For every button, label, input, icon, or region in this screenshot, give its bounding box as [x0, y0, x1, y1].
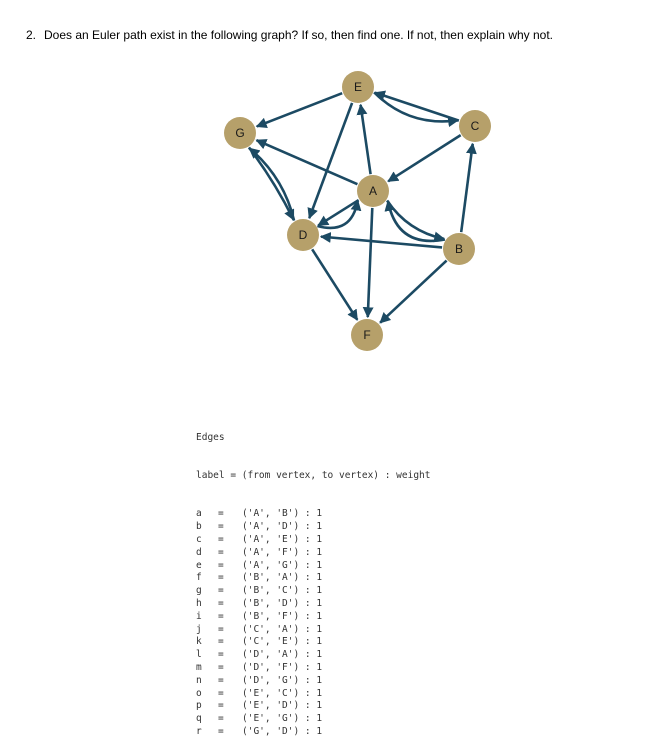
- edge-eq: =: [218, 623, 224, 635]
- edge-pair: ('A', 'B') : 1: [242, 508, 323, 520]
- edge-pair: ('B', 'D') : 1: [242, 597, 323, 609]
- edge-pair: ('E', 'C') : 1: [242, 687, 323, 699]
- edge-pair: ('A', 'G') : 1: [242, 559, 323, 571]
- edge-row: [196, 675, 431, 688]
- edge-eq: =: [218, 725, 224, 737]
- edge-pair: ('D', 'F') : 1: [242, 661, 323, 673]
- edge-pair: ('C', 'A') : 1: [242, 623, 323, 635]
- edge-row: [196, 624, 431, 637]
- edge-row: [196, 572, 431, 585]
- edge-row: [196, 585, 431, 598]
- edge-label: g: [196, 585, 202, 597]
- edge-eq: =: [218, 533, 224, 545]
- edge-label: c: [196, 533, 202, 545]
- edge-label: e: [196, 559, 202, 571]
- edge-pair: ('A', 'E') : 1: [242, 533, 323, 545]
- edge-eq: =: [218, 521, 224, 533]
- edge-pair: ('B', 'A') : 1: [242, 572, 323, 584]
- edge-eq: =: [218, 687, 224, 699]
- edge-eq: =: [218, 546, 224, 558]
- edge-A-F: [368, 208, 373, 317]
- edge-eq: =: [218, 649, 224, 661]
- edge-label: q: [196, 713, 202, 725]
- edge-A-E: [361, 105, 371, 174]
- edges-header: label = (from vertex, to vertex) : weight: [196, 469, 431, 481]
- edge-E-D: [309, 103, 352, 218]
- edge-label: r: [196, 725, 202, 737]
- edge-label: i: [196, 610, 202, 622]
- edge-G-D: [249, 147, 294, 219]
- node-D: [287, 219, 319, 251]
- edge-row: [196, 726, 431, 739]
- edge-label: a: [196, 508, 202, 520]
- edge-pair: ('A', 'F') : 1: [242, 546, 323, 558]
- edges-title: Edges: [196, 431, 225, 443]
- node-label: E: [353, 80, 363, 94]
- edge-pair: ('A', 'D') : 1: [242, 521, 323, 533]
- node-label: A: [368, 184, 378, 198]
- edge-eq: =: [218, 572, 224, 584]
- edge-eq: =: [218, 636, 224, 648]
- edge-B-C: [461, 144, 472, 232]
- edge-B-D: [321, 237, 442, 248]
- node-label: G: [235, 126, 245, 140]
- edge-row: [196, 611, 431, 624]
- edge-label: l: [196, 649, 202, 661]
- edge-row: [196, 700, 431, 713]
- node-layer: [224, 71, 491, 351]
- edge-C-E: [375, 93, 459, 121]
- edge-label: h: [196, 597, 202, 609]
- edge-row: [196, 636, 431, 649]
- edge-rows: [196, 508, 431, 738]
- edge-eq: =: [218, 610, 224, 622]
- edge-row: [196, 508, 431, 521]
- edge-pair: ('B', 'C') : 1: [242, 585, 323, 597]
- edge-row: [196, 521, 431, 534]
- edge-row: [196, 662, 431, 675]
- edge-pair: ('G', 'D') : 1: [242, 725, 323, 737]
- edge-B-A: [388, 201, 445, 241]
- edge-label: o: [196, 687, 202, 699]
- edge-pair: ('B', 'F') : 1: [242, 610, 323, 622]
- edge-A-D: [318, 200, 358, 225]
- edge-row: [196, 713, 431, 726]
- edge-pair: ('D', 'A') : 1: [242, 649, 323, 661]
- edge-C-A: [388, 135, 460, 181]
- node-label: F: [363, 328, 371, 342]
- edge-row: [196, 649, 431, 662]
- edge-eq: =: [218, 597, 224, 609]
- node-B: [443, 233, 475, 265]
- node-E: [342, 71, 374, 103]
- node-G: [224, 117, 256, 149]
- edge-label: k: [196, 636, 202, 648]
- question-number: 2.: [26, 28, 37, 42]
- node-C: [459, 110, 491, 142]
- edge-label: b: [196, 521, 202, 533]
- edge-pair: ('E', 'G') : 1: [242, 713, 323, 725]
- edge-eq: =: [218, 661, 224, 673]
- edge-label: j: [196, 623, 202, 635]
- question-body: Does an Euler path exist in the following graph? If so, then find one. If not, then explain why not.: [44, 28, 554, 42]
- edge-eq: =: [218, 559, 224, 571]
- edge-A-G: [256, 140, 357, 184]
- edge-eq: =: [218, 700, 224, 712]
- edge-layer: [249, 92, 473, 322]
- edge-row: [196, 534, 431, 547]
- edge-row: [196, 598, 431, 611]
- edge-eq: =: [218, 508, 224, 520]
- edge-eq: =: [218, 585, 224, 597]
- edge-eq: =: [218, 713, 224, 725]
- node-F: [351, 319, 383, 351]
- node-A: [357, 175, 389, 207]
- edge-D-F: [312, 249, 357, 320]
- node-label: D: [298, 228, 308, 242]
- node-label: B: [454, 242, 464, 256]
- edge-row: [196, 547, 431, 560]
- edge-pair: ('C', 'E') : 1: [242, 636, 323, 648]
- node-label: C: [470, 119, 480, 133]
- edge-E-G: [257, 93, 342, 126]
- edge-label: d: [196, 546, 202, 558]
- edge-pair: ('D', 'G') : 1: [242, 674, 323, 686]
- edge-row: [196, 560, 431, 573]
- edge-eq: =: [218, 674, 224, 686]
- edge-B-F: [380, 261, 446, 323]
- edge-label: m: [196, 661, 202, 673]
- edge-label: f: [196, 572, 202, 584]
- edge-label: p: [196, 700, 202, 712]
- edge-label: n: [196, 674, 202, 686]
- edge-row: [196, 688, 431, 701]
- edge-pair: ('E', 'D') : 1: [242, 700, 323, 712]
